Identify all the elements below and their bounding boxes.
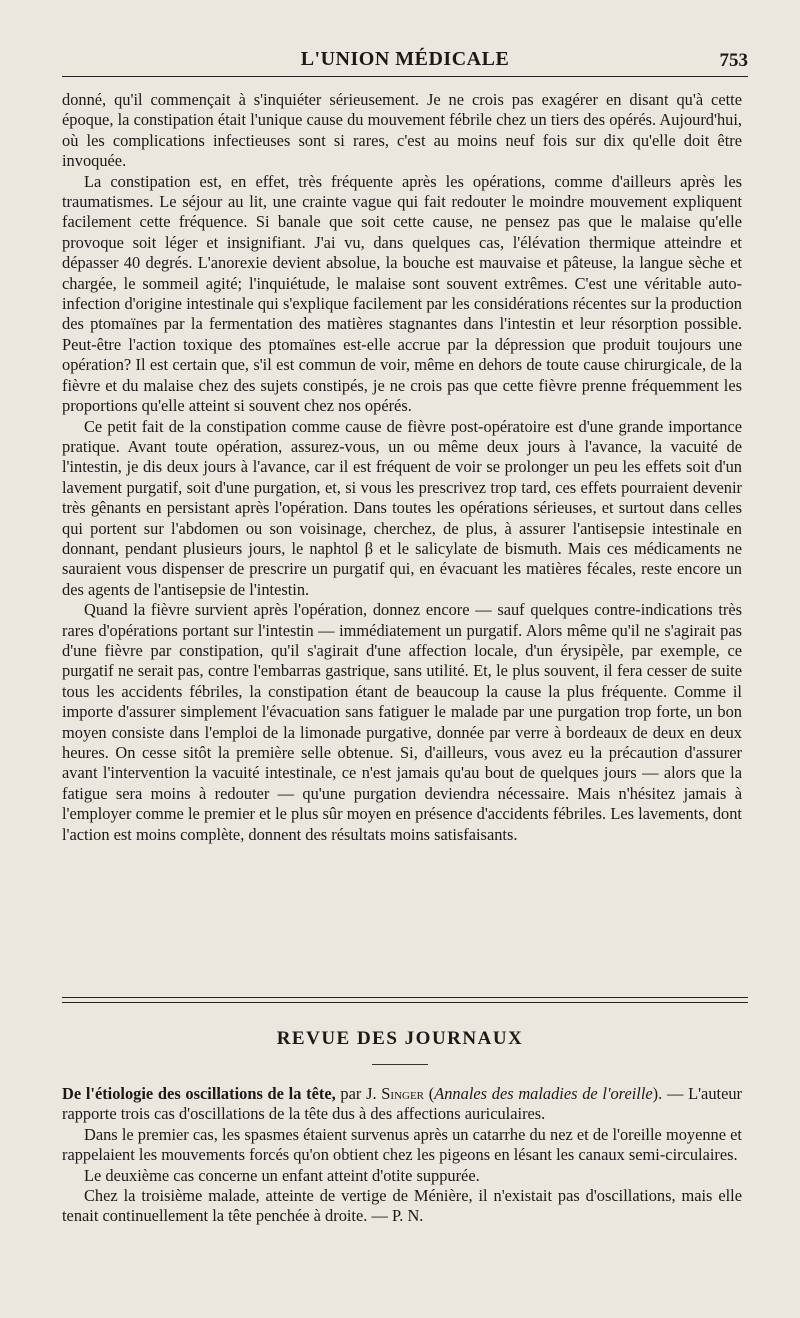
- section-title: REVUE DES JOURNAUX: [276, 1028, 524, 1049]
- paragraph-continued: donné, qu'il commençait à s'inquiéter sérieusement. Je ne crois pas exagérer en disant qu'à cette époque, la constipation était l'unique cause du mouvement fébrile chez un tiers des opérés. Aujourd'hui, où les complications infectieuses sont si rares, c'est au moins neuf fois sur dix qu'elle doit être invoquée.: [62, 90, 742, 171]
- header-rule: [62, 76, 748, 77]
- section-divider: [62, 997, 748, 1003]
- journal-review: [62, 1084, 742, 1227]
- review-author-prefix: par J.: [335, 1084, 382, 1103]
- page-number: 753: [719, 50, 748, 71]
- journal-title: L'UNION MÉDICALE: [300, 48, 510, 70]
- review-case-three: Chez la troisième malade, atteinte de vertige de Ménière, il n'existait pas d'oscillations, mais elle tenait continuellement la tête penchée à droite. — P. N.: [62, 1186, 742, 1226]
- review-case-two: Le deuxième cas concerne un enfant atteint d'otite suppurée.: [84, 1165, 480, 1185]
- review-article-title: De l'étiologie des oscillations de la tête,: [62, 1084, 336, 1103]
- review-intro-text: — L'auteur rapporte trois cas d'oscillations de la tête dus à des affections auriculaires.: [62, 1084, 742, 1124]
- paragraph-practical-importance: Ce petit fait de la constipation comme cause de fièvre post-opératoire est d'une grande importance pratique. Avant toute opération, assurez-vous, un ou même deux jours à l'avance, la vacuité de l'intestin, je dis deux jours à l'avance, car il est fréquent de voir se prolonger un peu les effets soit d'un lavement purgatif, soit d'une purgation, et, si vous les prescrivez trop tard, ces effets pourraient devenir très gênants en persistant après l'opération. Dans toutes les opérations sérieuses, et surtout dans celles qui portent sur l'abdomen ou son voisinage, cherchez, de plus, à assurer l'antisepsie intestinale en donnant, pendant plusieurs jours, le naphtol β et le salicylate de bismuth. Mais ces médicaments ne sauraient vous dispenser de prescrire un purgatif qui, en évacuant les matières fécales, reste encore un des agents de l'antisepsie de l'intestin.: [62, 416, 742, 599]
- review-source: Annales des maladies de l'oreille: [434, 1084, 653, 1103]
- paragraph-constipation: La constipation est, en effet, très fréquente après les opérations, comme d'ailleurs après les traumatismes. Le séjour au lit, une crainte vague qui fait redouter le moindre mouvement expliquent facilement cette fréquence. Si banale que soit cette cause, ne pensez pas que le malaise qu'elle provoque soit léger et insignifiant. J'ai vu, dans quelques cas, l'élévation thermique atteindre et dépasser 40 degrés. L'anorexie devient absolue, la bouche est mauvaise et pâteuse, la langue sèche et chargée, le sommeil agité; l'inquiétude, le malaise sont souvent extrêmes. C'est une véritable auto-infection d'origine intestinale qui s'explique facilement par les considérations récentes sur la production des ptomaïnes par la fermentation des matières stagnantes dans l'intestin et leur résorption possible. Peut-être l'action toxique des ptomaïnes est-elle accrue par la dépression que produit toujours une opération? Il est certain que, s'il est commun de voir, même en dehors de toute cause chirurgicale, de la fièvre et du malaise chez des sujets constipés, je ne crois pas que cette fièvre prenne fréquemment les proportions qu'elle atteint si souvent chez nos opérés.: [62, 171, 742, 416]
- running-header: [62, 46, 748, 76]
- review-case-one: Dans le premier cas, les spasmes étaient survenus après un catarrhe du nez et de l'oreille moyenne et rappelaient les mouvements forcés qu'on obtient chez les pigeons en lésant les canaux semi-circulaires.: [62, 1124, 742, 1165]
- review-author-name: Singer: [381, 1084, 425, 1103]
- section-title-underline: [372, 1064, 428, 1065]
- article-continuation: [62, 90, 742, 845]
- paragraph-fever-treatment: Quand la fièvre survient après l'opération, donnez encore — sauf quelques contre-indications très rares d'opérations portant sur l'intestin — immédiatement un purgatif. Alors même qu'il ne s'agirait pas d'une fièvre par constipation, qu'il s'agirait d'une affection locale, d'un érysipèle, par exemple, ce purgatif ne serait pas, contre l'embarras gastrique, sans utilité. Et, le plus souvent, il fera cesser de suite tous les accidents fébriles, la constipation étant de beaucoup la cause la plus fréquente. Comme il importe d'assurer simplement l'évacuation sans fatiguer le malade par une purgation trop forte, un bon moyen consiste dans l'emploi de la limonade purgative, donnée par verre à bordeaux de deux en deux heures. On cesse sitôt la première selle obtenue. Si, d'ailleurs, vous avez eu la précaution d'assurer avant l'intervention la vacuité intestinale, ce n'est jamais qu'au bout de quelques jours — alors que la fatigue sera moins à redouter — qu'une purgation deviendra nécessaire. Mais n'hésitez jamais à l'employer comme le premier et le plus sûr moyen en présence d'accidents fébriles. Les lavements, dont l'action est moins complète, donnent des résultats moins satisfaisants.: [62, 600, 742, 844]
- review-intro: De l'étiologie des oscillations de la tête, par J. Singer (Annales des maladies de l'oreille). — L'auteur rapporte trois cas d'oscillations de la tête dus à des affections auriculaires.: [62, 1084, 742, 1124]
